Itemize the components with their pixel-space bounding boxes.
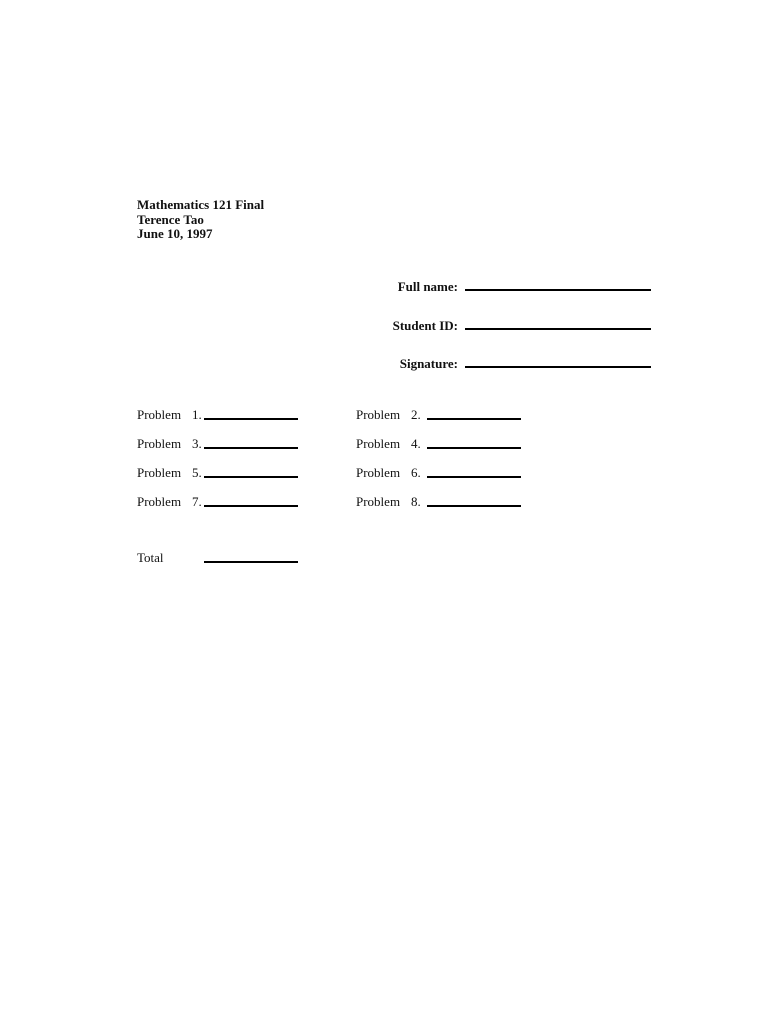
problem-label: Problem (356, 436, 401, 451)
student-id-line[interactable] (465, 328, 651, 330)
signature-line[interactable] (465, 366, 651, 368)
problem-4-score-line[interactable] (427, 447, 521, 449)
problem-number: 3. (192, 436, 202, 451)
full-name-line[interactable] (465, 289, 651, 291)
total-label: Total (137, 550, 164, 565)
problem-label: Problem (356, 494, 401, 509)
exam-date: June 10, 1997 (137, 226, 213, 241)
signature-row (300, 356, 651, 372)
instructor-name: Terence Tao (137, 211, 204, 227)
student-id-row (300, 318, 651, 334)
problem-label: Problem (137, 465, 182, 480)
full-name-label: Full name: (397, 279, 458, 294)
problem-1-score-line[interactable] (204, 418, 298, 420)
problem-number: 2. (411, 407, 421, 422)
problem-number: 1. (192, 407, 202, 422)
problem-label: Problem (356, 465, 401, 480)
problem-label: Problem (356, 407, 401, 422)
course-title: Mathematics 121 Final (137, 197, 265, 212)
problem-6-score-line[interactable] (427, 476, 521, 478)
problem-number: 5. (192, 465, 202, 480)
problem-3-score-line[interactable] (204, 447, 298, 449)
problem-label: Problem (137, 494, 182, 509)
student-id-label: Student ID: (392, 318, 458, 333)
full-name-row (300, 279, 651, 295)
problem-number: 8. (411, 494, 421, 509)
problem-number: 4. (411, 436, 421, 451)
problem-label: Problem (137, 407, 182, 422)
exam-header (137, 198, 264, 242)
signature-label: Signature: (399, 356, 458, 371)
problem-7-score-line[interactable] (204, 505, 298, 507)
problem-2-score-line[interactable] (427, 418, 521, 420)
problem-number: 7. (192, 494, 202, 509)
problem-number: 6. (411, 465, 421, 480)
problem-8-score-line[interactable] (427, 505, 521, 507)
total-score-line[interactable] (204, 561, 298, 563)
problem-label: Problem (137, 436, 182, 451)
problem-5-score-line[interactable] (204, 476, 298, 478)
